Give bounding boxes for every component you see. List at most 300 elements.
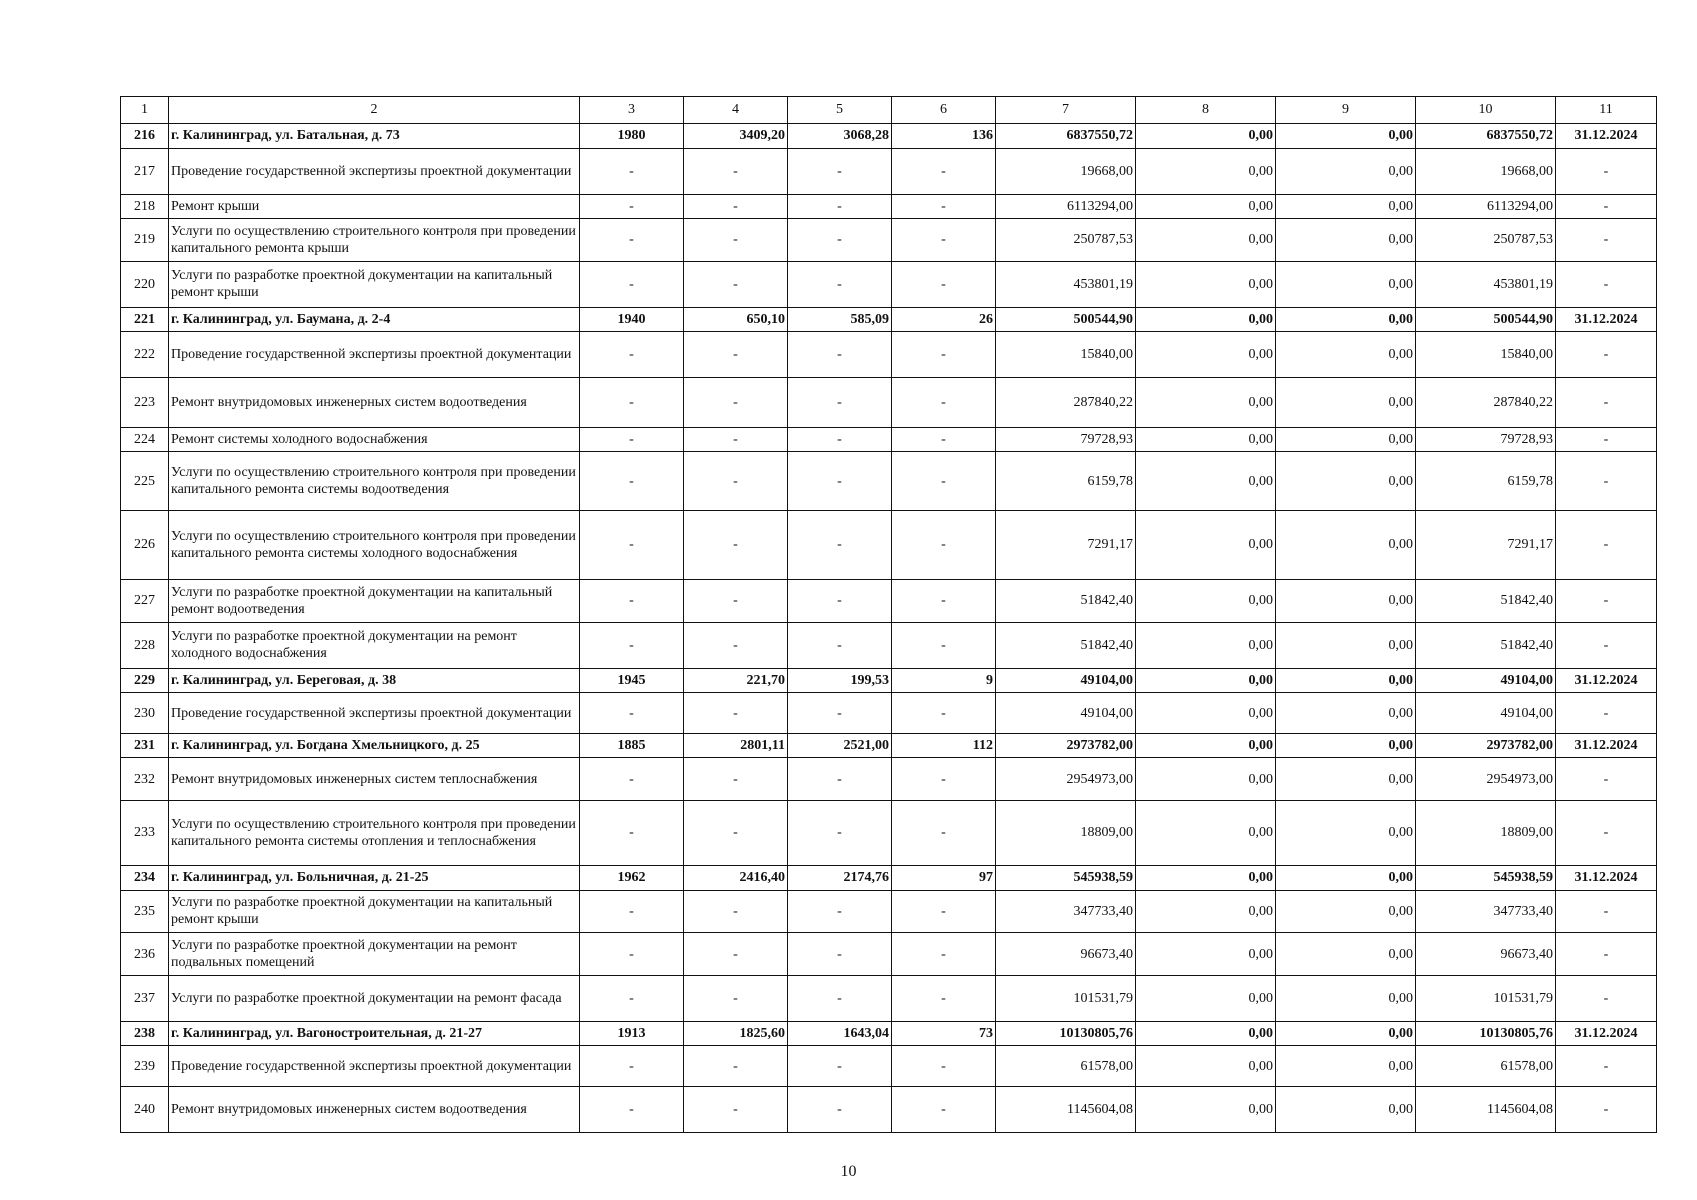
table-cell: 1145604,08 <box>996 1086 1136 1132</box>
table-cell: - <box>1556 427 1657 452</box>
table-cell: - <box>892 427 996 452</box>
table-cell: 31.12.2024 <box>1556 866 1657 891</box>
table-cell: 0,00 <box>1276 975 1416 1021</box>
table-cell: - <box>788 890 892 933</box>
table-cell: - <box>1556 194 1657 219</box>
table-cell: Услуги по разработке проектной документации на ремонт подвальных помещений <box>169 933 580 976</box>
table-cell: - <box>1556 378 1657 427</box>
table-cell: - <box>684 1046 788 1086</box>
table-cell: Услуги по разработке проектной документации на капитальный ремонт водоотведения <box>169 580 580 623</box>
work-row <box>121 427 1657 452</box>
table-cell: 585,09 <box>788 307 892 332</box>
table-cell: - <box>892 148 996 194</box>
table-cell: - <box>788 975 892 1021</box>
table-cell: Ремонт системы холодного водоснабжения <box>169 427 580 452</box>
table-cell: - <box>892 219 996 262</box>
table-cell: - <box>684 975 788 1021</box>
table-cell: - <box>1556 693 1657 733</box>
column-number-cell: 11 <box>1556 97 1657 124</box>
column-number-cell: 8 <box>1136 97 1276 124</box>
table-cell: 49104,00 <box>1416 668 1556 693</box>
table-cell: - <box>1556 1046 1657 1086</box>
table-cell: - <box>788 693 892 733</box>
table-cell: 19668,00 <box>996 148 1136 194</box>
table-cell: 650,10 <box>684 307 788 332</box>
table-cell: 219 <box>121 219 169 262</box>
table-cell: - <box>892 261 996 307</box>
table-cell: - <box>580 580 684 623</box>
table-cell: 0,00 <box>1276 1046 1416 1086</box>
table-cell: 136 <box>892 123 996 148</box>
table-cell: - <box>684 378 788 427</box>
address-row <box>121 123 1657 148</box>
table-cell: - <box>788 194 892 219</box>
table-cell: 1940 <box>580 307 684 332</box>
table-cell: - <box>788 622 892 668</box>
table-cell: г. Калининград, ул. Богдана Хмельницкого, д. 25 <box>169 733 580 758</box>
table-cell: 61578,00 <box>1416 1046 1556 1086</box>
table-cell: - <box>580 427 684 452</box>
address-row <box>121 1021 1657 1046</box>
table-cell: 0,00 <box>1276 1086 1416 1132</box>
table-cell: - <box>580 219 684 262</box>
table-cell: 79728,93 <box>1416 427 1556 452</box>
table-cell: 222 <box>121 332 169 378</box>
table-cell: 1145604,08 <box>1416 1086 1556 1132</box>
table-cell: 2521,00 <box>788 733 892 758</box>
table-cell: - <box>580 800 684 865</box>
table-cell: Проведение государственной экспертизы проектной документации <box>169 332 580 378</box>
table-cell: - <box>788 452 892 510</box>
table-cell: 453801,19 <box>1416 261 1556 307</box>
table-cell: - <box>788 580 892 623</box>
table-cell: - <box>788 1046 892 1086</box>
table-cell: 224 <box>121 427 169 452</box>
table-cell: 0,00 <box>1136 975 1276 1021</box>
table-cell: 73 <box>892 1021 996 1046</box>
table-cell: 0,00 <box>1136 580 1276 623</box>
table-cell: 500544,90 <box>1416 307 1556 332</box>
work-row <box>121 933 1657 976</box>
table-cell: - <box>892 622 996 668</box>
table-cell: 2954973,00 <box>996 758 1136 801</box>
table-cell: - <box>684 452 788 510</box>
column-number-cell: 3 <box>580 97 684 124</box>
table-cell: - <box>892 1046 996 1086</box>
table-cell: 0,00 <box>1136 307 1276 332</box>
table-cell: 0,00 <box>1276 1021 1416 1046</box>
column-number-cell: 9 <box>1276 97 1416 124</box>
column-number-cell: 4 <box>684 97 788 124</box>
table-cell: - <box>580 1046 684 1086</box>
table-cell: - <box>788 1086 892 1132</box>
table-cell: 51842,40 <box>996 580 1136 623</box>
table-cell: - <box>1556 975 1657 1021</box>
table-cell: Услуги по разработке проектной документации на ремонт фасада <box>169 975 580 1021</box>
table-cell: 0,00 <box>1276 332 1416 378</box>
table-cell: - <box>788 427 892 452</box>
column-number-cell: 6 <box>892 97 996 124</box>
table-cell: - <box>892 693 996 733</box>
table-cell: Проведение государственной экспертизы проектной документации <box>169 148 580 194</box>
table-cell: 2973782,00 <box>1416 733 1556 758</box>
table-cell: 234 <box>121 866 169 891</box>
table-cell: - <box>684 148 788 194</box>
table-cell: 453801,19 <box>996 261 1136 307</box>
table-cell: 0,00 <box>1276 148 1416 194</box>
table-cell: 51842,40 <box>996 622 1136 668</box>
table-cell: Услуги по разработке проектной документации на капитальный ремонт крыши <box>169 890 580 933</box>
table-cell: - <box>1556 510 1657 580</box>
table-cell: - <box>580 194 684 219</box>
table-cell: 239 <box>121 1046 169 1086</box>
table-cell: - <box>1556 580 1657 623</box>
table-cell: 2801,11 <box>684 733 788 758</box>
table-cell: - <box>1556 148 1657 194</box>
table-cell: 3068,28 <box>788 123 892 148</box>
table-cell: 0,00 <box>1136 933 1276 976</box>
table-cell: 227 <box>121 580 169 623</box>
table-cell: - <box>1556 1086 1657 1132</box>
address-row <box>121 307 1657 332</box>
table-cell: - <box>580 622 684 668</box>
table-cell: Услуги по осуществлению строительного контроля при проведении капитального ремонта системы водоотведения <box>169 452 580 510</box>
table-cell: - <box>684 890 788 933</box>
table-cell: 6159,78 <box>1416 452 1556 510</box>
table-cell: - <box>580 975 684 1021</box>
table-cell: 1643,04 <box>788 1021 892 1046</box>
work-row <box>121 194 1657 219</box>
work-row <box>121 452 1657 510</box>
work-row <box>121 890 1657 933</box>
table-cell: 10130805,76 <box>1416 1021 1556 1046</box>
work-row <box>121 1086 1657 1132</box>
table-cell: - <box>788 332 892 378</box>
table-cell: 1980 <box>580 123 684 148</box>
table-cell: 31.12.2024 <box>1556 668 1657 693</box>
table-cell: 220 <box>121 261 169 307</box>
table-cell: 0,00 <box>1276 622 1416 668</box>
table-cell: Услуги по осуществлению строительного контроля при проведении капитального ремонта системы холодного водоснабжения <box>169 510 580 580</box>
table-cell: - <box>1556 890 1657 933</box>
table-cell: - <box>684 693 788 733</box>
column-number-cell: 2 <box>169 97 580 124</box>
table-cell: 51842,40 <box>1416 622 1556 668</box>
table-cell: Проведение государственной экспертизы проектной документации <box>169 1046 580 1086</box>
table-cell: 0,00 <box>1276 693 1416 733</box>
table-cell: 0,00 <box>1276 890 1416 933</box>
table-cell: - <box>788 933 892 976</box>
table-cell: - <box>892 580 996 623</box>
table-cell: 216 <box>121 123 169 148</box>
table-cell: 0,00 <box>1136 693 1276 733</box>
work-row <box>121 1046 1657 1086</box>
table-cell: 230 <box>121 693 169 733</box>
table-cell: Ремонт внутридомовых инженерных систем водоотведения <box>169 378 580 427</box>
table-cell: - <box>684 758 788 801</box>
table-cell: 31.12.2024 <box>1556 733 1657 758</box>
table-cell: 235 <box>121 890 169 933</box>
table-cell: 233 <box>121 800 169 865</box>
table-cell: 199,53 <box>788 668 892 693</box>
table-cell: г. Калининград, ул. Береговая, д. 38 <box>169 668 580 693</box>
table-cell: 3409,20 <box>684 123 788 148</box>
table-cell: 0,00 <box>1136 733 1276 758</box>
table-cell: 7291,17 <box>996 510 1136 580</box>
table-cell: - <box>788 758 892 801</box>
table-cell: 0,00 <box>1136 148 1276 194</box>
table-cell: 1825,60 <box>684 1021 788 1046</box>
table-cell: 0,00 <box>1136 219 1276 262</box>
table-cell: 6837550,72 <box>1416 123 1556 148</box>
table-cell: 0,00 <box>1136 668 1276 693</box>
table-body <box>121 97 1657 1133</box>
table-cell: Услуги по осуществлению строительного контроля при проведении капитального ремонта крыши <box>169 219 580 262</box>
table-cell: 228 <box>121 622 169 668</box>
table-cell: 287840,22 <box>996 378 1136 427</box>
table-cell: г. Калининград, ул. Вагоностроительная, д. 21-27 <box>169 1021 580 1046</box>
table-cell: - <box>684 622 788 668</box>
table-cell: 0,00 <box>1136 758 1276 801</box>
table-cell: - <box>892 1086 996 1132</box>
table-cell: 545938,59 <box>996 866 1136 891</box>
table-cell: Ремонт внутридомовых инженерных систем теплоснабжения <box>169 758 580 801</box>
table-cell: 347733,40 <box>996 890 1136 933</box>
work-row <box>121 332 1657 378</box>
table-cell: - <box>1556 452 1657 510</box>
table-cell: Услуги по разработке проектной документации на ремонт холодного водоснабжения <box>169 622 580 668</box>
address-row <box>121 733 1657 758</box>
table-cell: - <box>684 219 788 262</box>
page-number: 10 <box>840 1163 857 1180</box>
work-row <box>121 510 1657 580</box>
table-cell: 0,00 <box>1276 733 1416 758</box>
table-cell: - <box>892 933 996 976</box>
table-cell: 0,00 <box>1276 378 1416 427</box>
column-number-cell: 10 <box>1416 97 1556 124</box>
table-cell: - <box>580 332 684 378</box>
table-cell: 0,00 <box>1276 580 1416 623</box>
table-cell: - <box>788 510 892 580</box>
table-cell: - <box>788 148 892 194</box>
table-cell: - <box>1556 622 1657 668</box>
table-cell: 0,00 <box>1136 622 1276 668</box>
table-cell: - <box>684 261 788 307</box>
table-cell: 1962 <box>580 866 684 891</box>
table-cell: 250787,53 <box>1416 219 1556 262</box>
table-cell: 0,00 <box>1136 123 1276 148</box>
table-cell: 0,00 <box>1136 378 1276 427</box>
table-cell: 250787,53 <box>996 219 1136 262</box>
table-cell: 15840,00 <box>1416 332 1556 378</box>
table-cell: 0,00 <box>1276 758 1416 801</box>
table-cell: - <box>788 219 892 262</box>
table-cell: Проведение государственной экспертизы проектной документации <box>169 693 580 733</box>
table-cell: 0,00 <box>1276 123 1416 148</box>
column-number-row <box>121 97 1657 124</box>
table-cell: 6113294,00 <box>996 194 1136 219</box>
work-row <box>121 800 1657 865</box>
table-cell: 238 <box>121 1021 169 1046</box>
table-cell: - <box>1556 332 1657 378</box>
table-cell: - <box>1556 219 1657 262</box>
work-row <box>121 261 1657 307</box>
work-row <box>121 219 1657 262</box>
table-cell: 101531,79 <box>996 975 1136 1021</box>
table-cell: 0,00 <box>1136 510 1276 580</box>
table-cell: - <box>580 261 684 307</box>
table-cell: 225 <box>121 452 169 510</box>
table-cell: 10130805,76 <box>996 1021 1136 1046</box>
table-cell: 49104,00 <box>1416 693 1556 733</box>
table-cell: 0,00 <box>1136 332 1276 378</box>
table-cell: 0,00 <box>1276 307 1416 332</box>
table-cell: 2174,76 <box>788 866 892 891</box>
table-cell: 2973782,00 <box>996 733 1136 758</box>
table-cell: 231 <box>121 733 169 758</box>
table-cell: - <box>684 580 788 623</box>
table-cell: 217 <box>121 148 169 194</box>
table-cell: - <box>580 758 684 801</box>
table-cell: - <box>684 510 788 580</box>
table-cell: 347733,40 <box>1416 890 1556 933</box>
work-row <box>121 622 1657 668</box>
table-cell: - <box>892 975 996 1021</box>
table-cell: 0,00 <box>1276 194 1416 219</box>
table-cell: 6159,78 <box>996 452 1136 510</box>
address-row <box>121 668 1657 693</box>
table-cell: 0,00 <box>1276 219 1416 262</box>
table-cell: - <box>580 1086 684 1132</box>
table-cell: - <box>580 510 684 580</box>
capital-repair-table <box>120 96 1657 1133</box>
table-cell: г. Калининград, ул. Батальная, д. 73 <box>169 123 580 148</box>
table-cell: 31.12.2024 <box>1556 1021 1657 1046</box>
table-cell: 0,00 <box>1136 866 1276 891</box>
table-cell: 2954973,00 <box>1416 758 1556 801</box>
table-cell: 0,00 <box>1136 800 1276 865</box>
table-cell: - <box>892 378 996 427</box>
table-cell: 0,00 <box>1136 194 1276 219</box>
table-cell: - <box>580 378 684 427</box>
table-cell: 2416,40 <box>684 866 788 891</box>
table-cell: 287840,22 <box>1416 378 1556 427</box>
table-cell: - <box>788 261 892 307</box>
table-cell: 0,00 <box>1136 1021 1276 1046</box>
table-cell: 0,00 <box>1276 933 1416 976</box>
table-cell: - <box>580 148 684 194</box>
table-cell: - <box>788 378 892 427</box>
table-cell: 9 <box>892 668 996 693</box>
table-cell: - <box>892 510 996 580</box>
table-cell: - <box>1556 933 1657 976</box>
table-cell: 6837550,72 <box>996 123 1136 148</box>
table-cell: 49104,00 <box>996 668 1136 693</box>
table-cell: 112 <box>892 733 996 758</box>
table-cell: 0,00 <box>1276 261 1416 307</box>
table-cell: 79728,93 <box>996 427 1136 452</box>
table-cell: - <box>892 332 996 378</box>
table-cell: 97 <box>892 866 996 891</box>
table-cell: Ремонт крыши <box>169 194 580 219</box>
table-cell: 0,00 <box>1276 452 1416 510</box>
table-cell: 49104,00 <box>996 693 1136 733</box>
table-cell: - <box>892 758 996 801</box>
table-cell: 237 <box>121 975 169 1021</box>
table-cell: 101531,79 <box>1416 975 1556 1021</box>
table-cell: 226 <box>121 510 169 580</box>
table-cell: - <box>580 890 684 933</box>
column-number-cell: 5 <box>788 97 892 124</box>
table-cell: 0,00 <box>1136 261 1276 307</box>
table-cell: 500544,90 <box>996 307 1136 332</box>
table-cell: 19668,00 <box>1416 148 1556 194</box>
table-cell: г. Калининград, ул. Больничная, д. 21-25 <box>169 866 580 891</box>
table-cell: 218 <box>121 194 169 219</box>
table-cell: 545938,59 <box>1416 866 1556 891</box>
work-row <box>121 693 1657 733</box>
table-cell: 1913 <box>580 1021 684 1046</box>
table-cell: - <box>892 452 996 510</box>
table-cell: 221 <box>121 307 169 332</box>
table-cell: 51842,40 <box>1416 580 1556 623</box>
work-row <box>121 580 1657 623</box>
address-row <box>121 866 1657 891</box>
table-cell: 223 <box>121 378 169 427</box>
table-cell: - <box>684 1086 788 1132</box>
table-cell: - <box>892 194 996 219</box>
table-cell: 18809,00 <box>1416 800 1556 865</box>
table-cell: 229 <box>121 668 169 693</box>
table-cell: - <box>580 933 684 976</box>
table-cell: 236 <box>121 933 169 976</box>
table-cell: г. Калининград, ул. Баумана, д. 2-4 <box>169 307 580 332</box>
work-row <box>121 148 1657 194</box>
table-cell: 31.12.2024 <box>1556 307 1657 332</box>
table-cell: 15840,00 <box>996 332 1136 378</box>
table-cell: Ремонт внутридомовых инженерных систем водоотведения <box>169 1086 580 1132</box>
table-cell: 0,00 <box>1276 510 1416 580</box>
table-cell: 18809,00 <box>996 800 1136 865</box>
table-cell: 0,00 <box>1136 427 1276 452</box>
work-row <box>121 758 1657 801</box>
table-cell: 0,00 <box>1136 1086 1276 1132</box>
table-cell: 96673,40 <box>1416 933 1556 976</box>
table-cell: - <box>1556 758 1657 801</box>
table-cell: 26 <box>892 307 996 332</box>
table-cell: 96673,40 <box>996 933 1136 976</box>
column-number-cell: 7 <box>996 97 1136 124</box>
work-row <box>121 378 1657 427</box>
table-cell: - <box>1556 261 1657 307</box>
table-cell: - <box>580 693 684 733</box>
table-cell: 0,00 <box>1276 866 1416 891</box>
table-cell: 31.12.2024 <box>1556 123 1657 148</box>
table-cell: 0,00 <box>1276 427 1416 452</box>
table-cell: 61578,00 <box>996 1046 1136 1086</box>
table-cell: 0,00 <box>1136 890 1276 933</box>
table-cell: - <box>684 194 788 219</box>
table-cell: - <box>788 800 892 865</box>
table-cell: 0,00 <box>1276 800 1416 865</box>
work-row <box>121 975 1657 1021</box>
table-cell: 6113294,00 <box>1416 194 1556 219</box>
table-cell: 0,00 <box>1136 452 1276 510</box>
table-cell: Услуги по разработке проектной документации на капитальный ремонт крыши <box>169 261 580 307</box>
table-cell: 0,00 <box>1276 668 1416 693</box>
table-cell: 1945 <box>580 668 684 693</box>
table-cell: - <box>892 800 996 865</box>
